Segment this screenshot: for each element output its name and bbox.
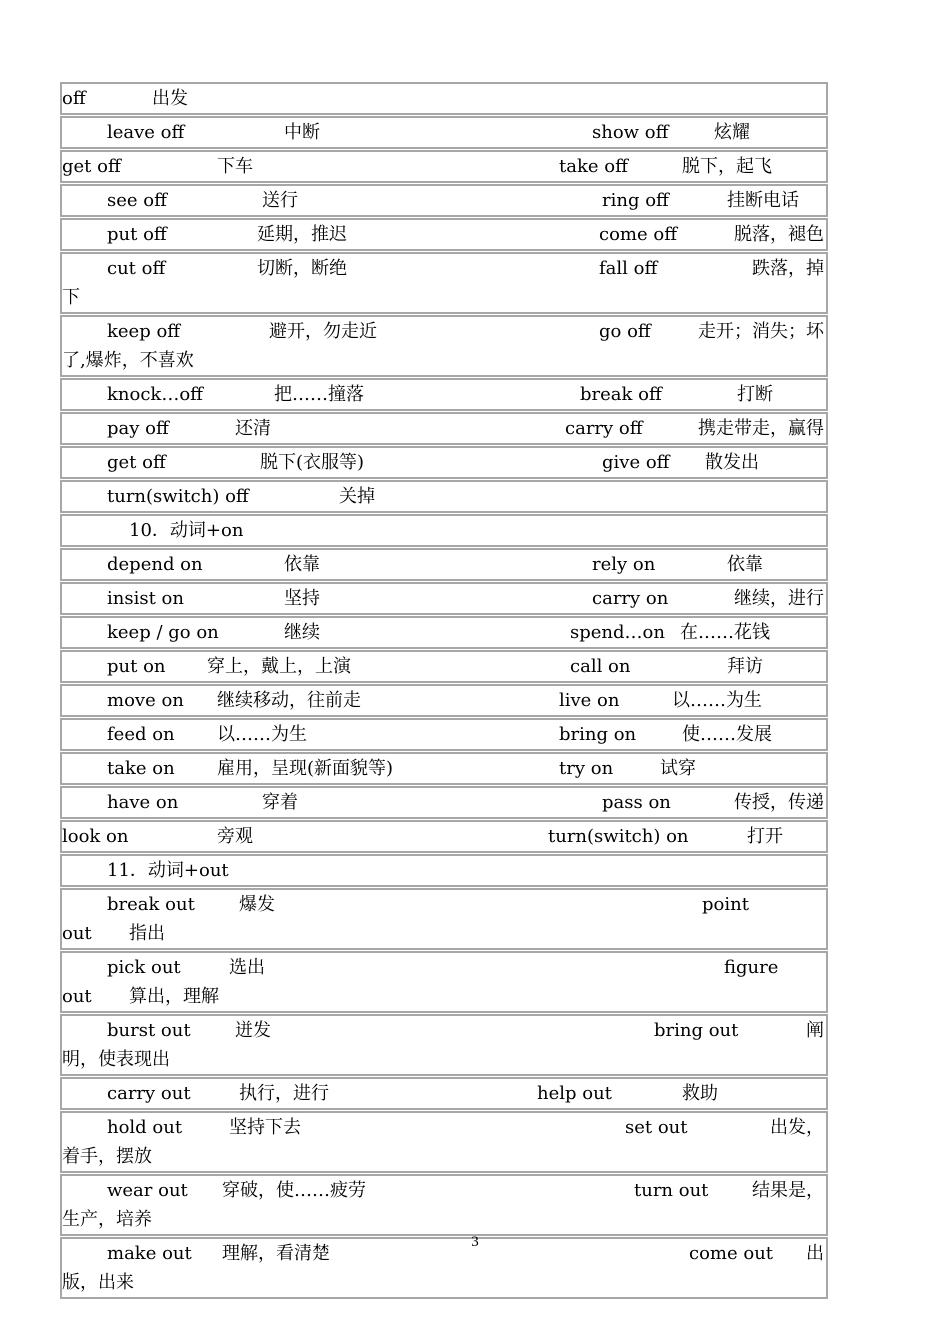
table-row [60,116,828,149]
phrase-meaning: 炫耀 [714,122,750,143]
phrase-term: put off [107,224,167,245]
row-line [62,856,826,885]
phrase-term: depend on [107,554,203,575]
row-line [62,1205,826,1234]
phrase-meaning: 脱下(衣服等) [260,452,365,473]
phrase-meaning: 打开 [747,826,783,847]
table-row [60,616,828,649]
phrase-term: figure [724,957,779,978]
phrase-meaning: 继续，进行 [734,588,824,609]
phrase-meaning: 迸发 [235,1020,271,1041]
table-row [60,786,828,819]
phrase-term: fall off [599,258,658,279]
phrase-meaning: 散发出 [705,452,759,473]
phrase-term: feed on [107,724,175,745]
row-line [62,919,826,948]
phrase-term: 版，出来 [62,1272,134,1293]
phrase-term: make out [107,1243,192,1264]
phrase-meaning: 挂断电话 [727,190,799,211]
phrase-term: pay off [107,418,169,439]
phrase-meaning: 以……为生 [217,724,307,745]
row-line [62,254,826,283]
phrase-term: help out [537,1083,612,1104]
table-row [60,548,828,581]
table-row [60,1077,828,1110]
phrase-term: set out [625,1117,688,1138]
table-row [60,718,828,751]
phrase-meaning: 跌落，掉 [752,258,824,279]
table-row [60,82,828,115]
row-line [62,1079,826,1108]
table-row [60,1014,828,1076]
phrase-meaning: 穿着 [262,792,298,813]
phrase-meaning: 脱下，起飞 [682,156,772,177]
phrase-meaning: 使……发展 [682,724,772,745]
phrase-meaning: 出发， [770,1117,824,1138]
row-line [62,686,826,715]
phrase-term: go off [599,321,651,342]
row-line [62,982,826,1011]
phrase-term: give off [602,452,670,473]
phrase-meaning: 以……为生 [672,690,762,711]
phrase-term: look on [62,826,129,847]
phrase-meaning: 依靠 [284,554,320,575]
row-line [62,152,826,181]
row-line [62,1113,826,1142]
phrase-meaning: 传授，传递 [734,792,824,813]
phrase-meaning: 指出 [129,923,165,944]
phrase-meaning: 穿破，使……疲劳 [222,1180,366,1201]
table-row [60,1174,828,1236]
phrase-term: carry out [107,1083,191,1104]
row-line [62,652,826,681]
phrase-term: break off [580,384,662,405]
row-line [62,186,826,215]
phrase-meaning: 还清 [235,418,271,439]
phrase-term: come off [599,224,677,245]
phrase-term: 着手，摆放 [62,1146,152,1167]
phrase-meaning: 救助 [682,1083,718,1104]
row-line [62,550,826,579]
phrase-term: burst out [107,1020,191,1041]
table-row [60,854,828,887]
row-line [62,618,826,647]
phrase-term: hold out [107,1117,183,1138]
table-row [60,582,828,615]
phrase-term: see off [107,190,167,211]
phrase-meaning: 试穿 [660,758,696,779]
phrase-term: turn(switch) off [107,486,249,507]
phrase-term: come out [689,1243,774,1264]
phrase-meaning: 出 [806,1243,824,1264]
table-row [60,752,828,785]
phrase-meaning: 送行 [262,190,298,211]
table-row [60,378,828,411]
phrase-meaning: 坚持下去 [229,1117,301,1138]
table-row [60,150,828,183]
row-line [62,1142,826,1171]
table-row [60,514,828,547]
row-line [62,118,826,147]
phrase-term: keep off [107,321,181,342]
phrase-term: insist on [107,588,184,609]
row-line [62,317,826,346]
phrase-term: point [702,894,749,915]
phrase-term: cut off [107,258,166,279]
phrase-meaning: 旁观 [217,826,253,847]
row-line [62,1176,826,1205]
row-line [62,346,826,375]
row-line [62,283,826,312]
phrase-meaning: 脱落，褪色 [734,224,824,245]
phrase-term: pass on [602,792,671,813]
phrase-meaning: 切断，断绝 [257,258,347,279]
phrase-term: show off [592,122,669,143]
phrase-term: pick out [107,957,181,978]
phrase-term: carry on [592,588,669,609]
phrase-term: get off [62,156,121,177]
phrase-term: rely on [592,554,656,575]
table-row [60,218,828,251]
phrase-term: live on [559,690,620,711]
phrase-term: wear out [107,1180,188,1201]
table-row [60,820,828,853]
phrase-term: out [62,923,92,944]
phrase-term: have on [107,792,179,813]
phrase-term: carry off [565,418,643,439]
table-row [60,412,828,445]
phrase-meaning: 中断 [284,122,320,143]
phrase-meaning: 携走带走，赢得 [698,418,824,439]
row-line [62,584,826,613]
row-line [62,482,826,511]
row-line [62,788,826,817]
phrase-term: out [62,986,92,1007]
row-line [62,1016,826,1045]
phrase-meaning: 把……撞落 [274,384,364,405]
phrase-term: keep / go on [107,622,219,643]
table-row [60,684,828,717]
phrase-term: 明，使表现出 [62,1049,170,1070]
phrase-meaning: 阐 [806,1020,824,1041]
phrase-term: take on [107,758,175,779]
phrase-meaning: 执行，进行 [239,1083,329,1104]
table-row [60,951,828,1013]
phrase-term: break out [107,894,195,915]
phrase-meaning: 继续 [284,622,320,643]
phrase-term: bring on [559,724,637,745]
table-row [60,184,828,217]
phrase-meaning: 选出 [229,957,265,978]
table-row [60,446,828,479]
row-line [62,220,826,249]
phrase-meaning: 穿上，戴上，上演 [207,656,351,677]
phrase-term: spend…on [570,622,665,643]
phrase-term: 下 [62,287,80,308]
row-line [62,754,826,783]
phrase-term: take off [559,156,628,177]
phrase-term: 10．动词+on [129,520,244,541]
phrase-term: 了,爆炸，不喜欢 [62,350,194,371]
row-line [62,380,826,409]
phrase-meaning: 走开；消失；坏 [698,321,824,342]
phrase-meaning: 继续移动，往前走 [217,690,361,711]
phrase-meaning: 理解，看清楚 [222,1243,330,1264]
phrase-term: leave off [107,122,185,143]
row-line [62,1268,826,1297]
phrase-meaning: 拜访 [727,656,763,677]
phrase-term: off [62,88,86,109]
phrase-term: knock…off [107,384,203,405]
table-row [60,650,828,683]
row-line [62,720,826,749]
page-number: 3 [471,1234,479,1250]
phrase-term: put on [107,656,166,677]
phrase-term: 生产，培养 [62,1209,152,1230]
phrase-meaning: 依靠 [727,554,763,575]
phrase-term: get off [107,452,166,473]
row-line [62,953,826,982]
phrase-meaning: 延期，推迟 [257,224,347,245]
table-row [60,480,828,513]
phrase-meaning: 雇用，呈现(新面貌等) [217,758,394,779]
phrase-meaning: 打断 [737,384,773,405]
phrase-meaning: 算出，理解 [129,986,219,1007]
table-row [60,1111,828,1173]
row-line [62,448,826,477]
phrase-meaning: 避开，勿走近 [269,321,377,342]
phrase-term: bring out [654,1020,739,1041]
phrase-term: 11．动词+out [107,860,229,881]
row-line [62,890,826,919]
table-row [60,315,828,377]
phrase-term: move on [107,690,184,711]
table-row [60,888,828,950]
row-line [62,516,826,545]
row-line [62,84,826,113]
table-row [60,252,828,314]
phrase-meaning: 下车 [217,156,253,177]
phrase-term: try on [559,758,614,779]
phrase-meaning: 爆发 [239,894,275,915]
phrase-meaning: 出发 [152,88,188,109]
phrase-term: ring off [602,190,669,211]
row-line [62,414,826,443]
phrase-term: turn out [634,1180,709,1201]
phrase-meaning: 结果是， [752,1180,824,1201]
phrase-term: turn(switch) on [548,826,689,847]
phrase-meaning: 关掉 [339,486,375,507]
phrase-meaning: 在……花钱 [680,622,770,643]
phrase-table [60,82,828,1300]
row-line [62,822,826,851]
row-line [62,1045,826,1074]
phrase-meaning: 坚持 [284,588,320,609]
phrase-term: call on [570,656,631,677]
